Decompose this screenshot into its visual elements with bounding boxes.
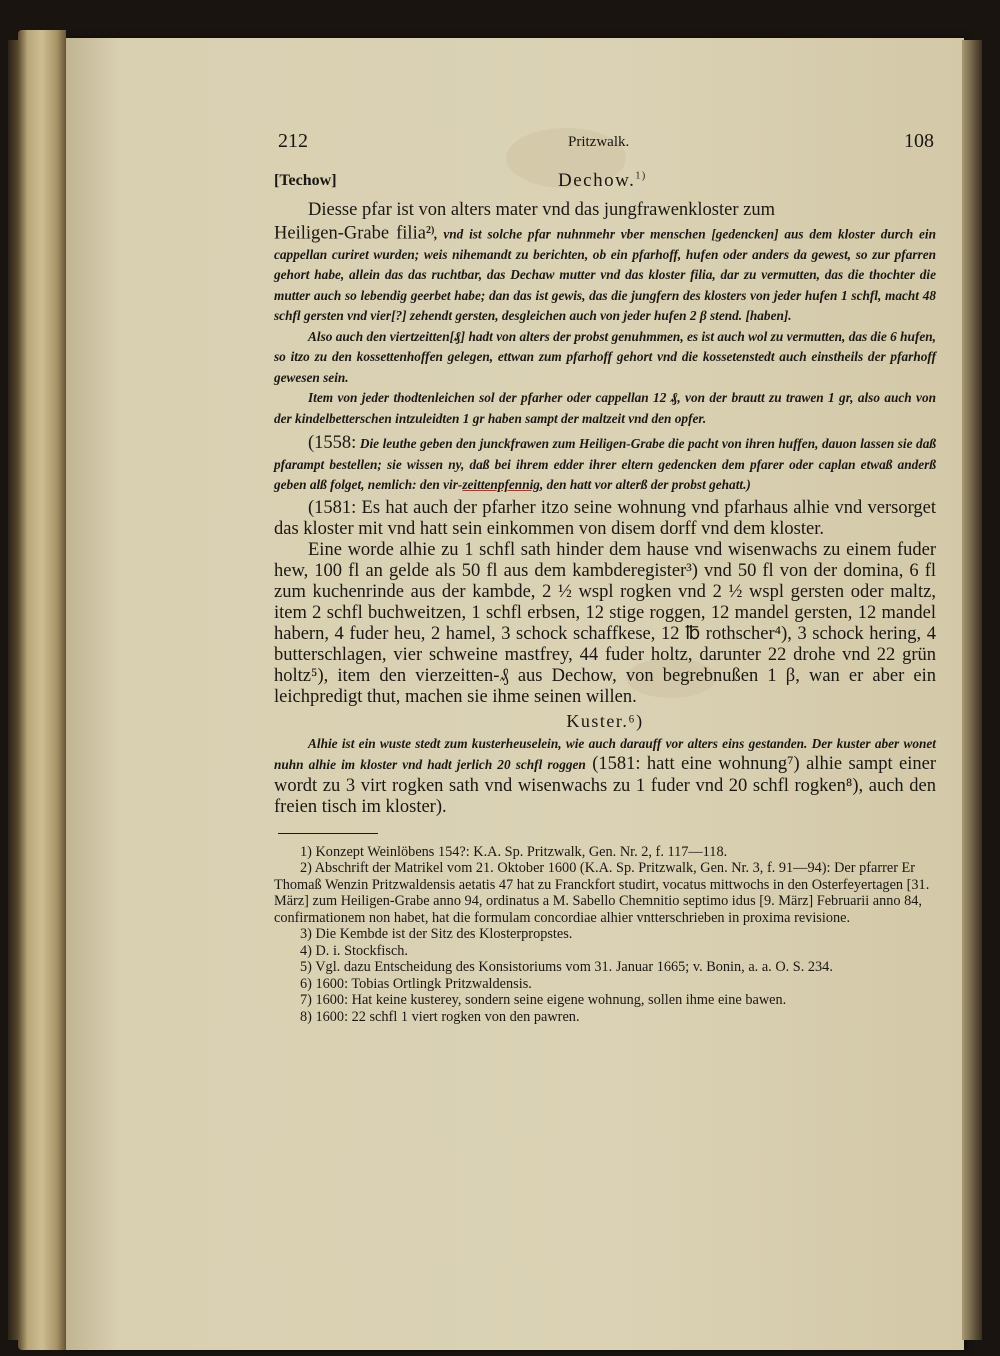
footnote-7: 7) 1600: Hat keine kusterey, sondern seine eigene wohnung, sollen ihme eine bawen. — [300, 992, 787, 1009]
place-name-modern: [Techow] — [274, 172, 337, 189]
paragraph-5: (1581: Es hat auch der pfarher itzo seine wohnung vnd pfarhaus alhie vnd versorget das kloster mit vnd hatt sein einkommen von disem dorff vnd dem kloster. — [274, 497, 936, 539]
footnote-4: 4) D. i. Stockfisch. — [300, 942, 409, 959]
p4-start: (1558: — [308, 433, 357, 454]
paragraph-4 — [274, 433, 936, 496]
running-header — [278, 130, 934, 160]
section-heading — [274, 170, 936, 196]
page-gutter — [962, 40, 982, 1340]
p1-italic: , vnd ist solche pfar nuhnmehr vber menschen [gedencken] aus dem kloster durch ein cappellan curiret wurden; weis nihemandt zu berichten, ob ein pfarhoff, hufen oder anders da gewest, so zur pfarren gehort habe, allein das das ruchtbar, das Dechaw mutter vnd das kloster filia, dar zu vermutten, das die thochter die mutter auch so lebendig geerbet habe; dan das ist gewis, das die jungfern des klosters von jeder hufen 1 schfl, macht 48 schfl gersten vnd vier[?] zehendt gersten, desgleichen auch von jeder hufen 2 β stend. [haben]. — [274, 226, 936, 324]
fnref-1: 1) — [635, 170, 647, 182]
footnote-2: 2) Abschrift der Matrikel vom 21. Oktober 1600 (K.A. Sp. Pritzwalk, Gen. Nr. 3, f. 91—94): Der pfarrer Er Thomaß Wenzin Pritzwaldensis aetatis 47 hat zu Franckfort studirt, vocatus mittwochs in den Osterfeyertagen [31. März] zum Heiligen-Grabe anno 94, ordinatus a M. Sabello Chemnitio septimo idus [9. März] Februarii anno 84, confirmationem non habet, hat die formulam concordiae alhier vntterschrieben in proxima revisione. — [274, 860, 930, 926]
p4-underlined: zeittenpfennig — [462, 477, 540, 493]
page-number-right: 108 — [904, 130, 934, 152]
paragraph-1 — [274, 200, 936, 221]
place-name-text: Dechow. — [558, 170, 636, 191]
p4-italic-end: , den hatt vor alterß der probst gehatt.) — [539, 477, 751, 493]
paragraph-1-cont — [274, 221, 936, 327]
paragraph-3: Item von jeder thodtenleichen sol der pfarher oder cappellan 12 ₰, von der brautt zu trawen 1 gr, also auch von der kindelbetterschen intzuleidten 1 gr haben sampt der maltzeit vnd den opfer. — [274, 390, 936, 426]
p1-fnref: 2) — [425, 225, 435, 236]
p4-italic: Die leuthe geben den junckfrawen zum Heiligen-Grabe die pacht von ihren huffen, dauon lassen sie daß pfarampt bestellen; sie wissen ny, daß bei ihrem edder ihrer eltern gedencken dem pfarer oder caplan etwaß anderß geben alß folget, nemlich: den vir- — [274, 436, 936, 493]
paragraph-2: Also auch den viertzeitten[₰] hadt von alters der probst genuhmmen, es ist auch wol zu vermutten, das die 6 hufen, so itzo zu den kossettenhoffen gelegen, ettwan zum pfarhoff gehort vnd die kossetenstedt auch einstheils der pfarhoff gewesen sein. — [274, 328, 936, 385]
kuster-large: (1581: hatt eine wohnung⁷) alhie sampt einer wordt zu 3 virt rogken sath vnd wisenwachs zu 1 fuder vnd 20 schfl rogken⁸), auch den freien tisch im kloster). — [274, 754, 936, 818]
footnotes — [274, 844, 936, 1026]
kuster-paragraph — [274, 734, 936, 819]
kuster-heading: Kuster.⁶) — [566, 710, 644, 731]
footnote-8: 8) 1600: 22 schfl 1 viert rogken von den pawren. — [300, 1008, 580, 1025]
running-title: Pritzwalk. — [568, 134, 630, 150]
page-body — [274, 170, 936, 1025]
kuster-italic: Alhie ist ein wuste stedt zum kusterheuselein, wie auch darauff vor alters eins gestanden. Der kuster aber wonet nuhn alhie im kloster vnd hadt jerlich 20 schfl roggen — [274, 735, 936, 773]
p1-large: Diesse pfar ist von alters mater vnd das jungfrawenkloster zum — [308, 200, 775, 220]
p1-mixed: Heiligen-Grabe filia — [274, 223, 426, 244]
page-number-left: 212 — [278, 130, 308, 152]
paragraph-6: Eine worde alhie zu 1 schfl sath hinder dem hause vnd wisenwachs zu einem fuder hew, 100 fl an gelde als 50 fl aus dem kambderegister³) vnd 50 fl von der domina, 6 fl zum kuchenrinde aus der kambde, 2 ½ wspl rogken vnd 2 ½ wspl gersten oder maltz, item 2 schfl buchweitzen, 1 schfl erbsen, 12 stige roggen, 12 mandel gersten, 12 mandel habern, 4 fuder heu, 2 hamel, 3 schock schaffkese, 12 ℔ rothscher⁴), 3 schock hering, 4 butterschlagen, vier schweine mastfrey, 44 fuder holtz, darunter 22 drohe vnd 22 grün holtz⁵), item den vierzeitten-₰ aus Dechow, von begrebnußen 1 β, wan er aber ein leichpredigt thut, machen sie ihme seinen willen. — [274, 539, 936, 707]
footnote-1: 1) Konzept Weinlöbens 154?: K.A. Sp. Pritzwalk, Gen. Nr. 2, f. 117—118. — [300, 843, 728, 860]
place-name-title — [558, 170, 647, 192]
footnote-3: 3) Die Kembde ist der Sitz des Klosterpropstes. — [300, 926, 573, 943]
footnote-rule — [278, 833, 378, 834]
book-page-stack — [18, 30, 66, 1350]
footnote-5: 5) Vgl. dazu Entscheidung des Konsistoriums vom 31. Januar 1665; v. Bonin, a. a. O. S. 234. — [300, 959, 833, 976]
footnote-6: 6) 1600: Tobias Ortlingk Pritzwaldensis. — [300, 975, 532, 992]
